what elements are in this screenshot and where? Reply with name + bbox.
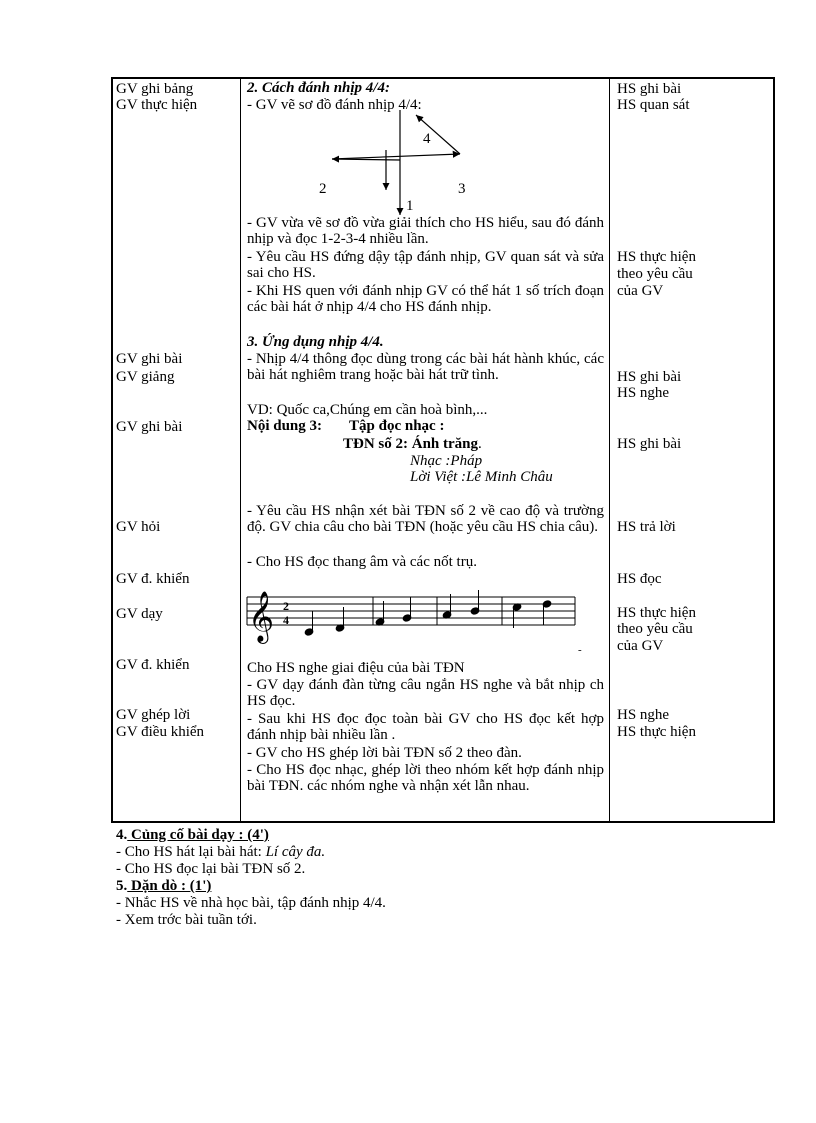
footer-line: - Xem trớc bài tuần tới. (116, 912, 257, 928)
section-5-heading (116, 878, 211, 894)
footer-text: - Cho HS hát lại bài hát: (116, 844, 266, 860)
student-activity: HS thực hiện (617, 605, 696, 621)
content-line: - Cho HS đọc thang âm và các nốt trụ. (247, 554, 477, 570)
student-activity: HS nghe (617, 385, 670, 401)
content-paragraph: - GV vừa vẽ sơ đồ vừa giải thích cho HS hiểu, sau đó đánh nhịp và đọc 1-2-3-4 nhiều lần. (247, 215, 604, 247)
music-credit: Nhạc :Pháp (410, 453, 483, 469)
footer-line: - Cho HS đọc lại bài TĐN số 2. (116, 861, 306, 877)
footer-line (116, 844, 325, 860)
student-activity: HS nghe (617, 707, 670, 723)
content-paragraph: - Sau khi HS đọc đọc toàn bài GV cho HS đọc kết hợp đánh nhịp bài nhiều lần . (247, 711, 604, 743)
teacher-activity: GV đ. khiển (116, 657, 190, 673)
section-4-number: 4. (116, 827, 128, 843)
student-activity: HS thực hiện (617, 724, 696, 740)
song-name: Lí cây đa. (265, 844, 326, 860)
beat-pattern-diagram (320, 105, 480, 220)
content-paragraph: - Khi HS quen với đánh nhịp GV có thể hát 1 số trích đoạn các bài hát ở nhịp 4/4 cho HS đánh nhịp. (247, 283, 604, 315)
beat-arrow-3 (332, 154, 460, 159)
staff-mark: - (578, 644, 582, 656)
section-heading: 2. Cách đánh nhịp 4/4: (247, 80, 390, 96)
content-paragraph: - Yêu cầu HS nhận xét bài TĐN số 2 về cao độ và trường độ. GV chia câu cho bài TĐN (hoặc yêu cầu HS chia câu). (247, 503, 604, 535)
lyric-credit: Lời Việt :Lê Minh Châu (410, 469, 553, 485)
content-line: - GV vẽ sơ đồ đánh nhịp 4/4: (247, 97, 422, 113)
student-activity: theo yêu cầu (617, 266, 693, 282)
content-paragraph: - Cho HS đọc nhạc, ghép lời theo nhóm kết hợp đánh nhịp bài TĐN. các nhóm nghe và nhận xét lẫn nhau. (247, 762, 604, 794)
teacher-activity: GV hỏi (116, 519, 161, 535)
music-staff (247, 587, 577, 647)
student-activity: HS quan sát (617, 97, 690, 113)
song-title-line (343, 436, 482, 452)
content-line: - GV cho HS ghép lời bài TĐN số 2 theo đàn. (247, 745, 522, 761)
content-paragraph: - Yêu cầu HS đứng dậy tập đánh nhịp, GV quan sát và sửa sai cho HS. (247, 249, 604, 281)
section-5-title: Dặn dò : (1') (127, 878, 212, 894)
column-divider-right (609, 79, 610, 821)
student-activity: theo yêu cầu (617, 621, 693, 637)
content-title: Tập đọc nhạc : (349, 418, 445, 434)
content-paragraph: - GV dạy đánh đàn từng câu ngắn HS nghe và bắt nhịp ch HS đọc. (247, 677, 604, 709)
treble-clef-icon: 𝄞 (248, 591, 275, 642)
student-activity: HS trả lời (617, 519, 676, 535)
footer-line: - Nhắc HS về nhà học bài, tập đánh nhịp 4/4. (116, 895, 386, 911)
beat-label-4: 4 (423, 131, 431, 147)
teacher-activity: GV ghi bài (116, 351, 183, 367)
teacher-activity: GV ghi bảng (116, 81, 194, 97)
student-activity: HS ghi bài (617, 369, 682, 385)
time-signature-top: 2 (283, 599, 289, 613)
content-line: Cho HS nghe giai điệu của bài TĐN (247, 660, 465, 676)
teacher-activity: GV điều khiển (116, 724, 205, 740)
teacher-activity: GV ghi bài (116, 419, 183, 435)
section-5-number: 5. (116, 878, 128, 894)
teacher-activity: GV đ. khiển (116, 571, 190, 587)
example-line: VD: Quốc ca,Chúng em cần hoà bình,... (247, 402, 488, 418)
teacher-activity: GV dạy (116, 606, 163, 622)
teacher-activity: GV thực hiện (116, 97, 198, 113)
student-activity: HS ghi bài (617, 436, 682, 452)
song-title: TĐN số 2: Ánh trăng (343, 436, 479, 452)
content-label: Nội dung 3: (247, 418, 323, 434)
section-4-title: Củng cố bài dạy : (4') (127, 827, 269, 843)
song-title-dot: . (478, 436, 482, 452)
student-activity: HS thực hiện (617, 249, 696, 265)
time-signature-bottom: 4 (283, 613, 289, 627)
beat-label-2: 2 (319, 181, 327, 197)
content-paragraph: - Nhịp 4/4 thông đọc dùng trong các bài hát hành khúc, các bài hát nghiêm trang hoặc bài hát trữ tình. (247, 351, 604, 383)
teacher-activity: GV giảng (116, 369, 175, 385)
student-activity: HS đọc (617, 571, 662, 587)
student-activity: HS ghi bài (617, 81, 682, 97)
section-heading: 3. Ứng dụng nhịp 4/4. (247, 334, 384, 350)
student-activity: của GV (617, 638, 664, 654)
column-divider-left (240, 79, 241, 821)
beat-label-3: 3 (458, 181, 466, 197)
section-4-heading (116, 827, 269, 843)
beat-label-1: 1 (406, 198, 414, 214)
teacher-activity: GV ghép lời (116, 707, 191, 723)
student-activity: của GV (617, 283, 664, 299)
